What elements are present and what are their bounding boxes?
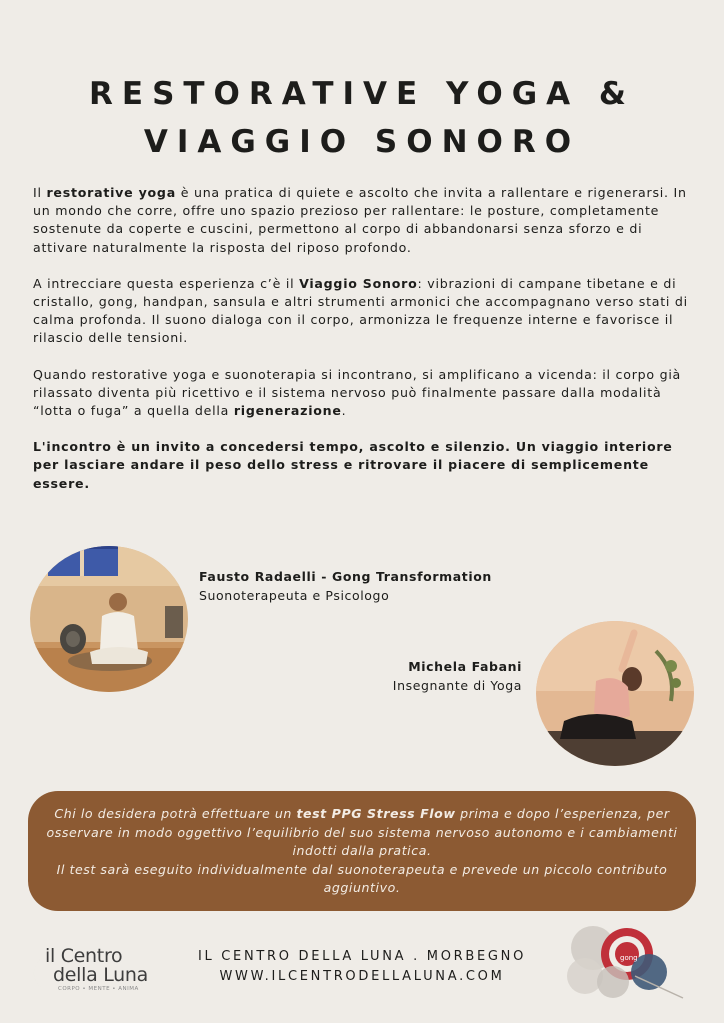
presenter-michela (393, 657, 522, 695)
paragraph-2: A intrecciare questa esperienza c’è il Viaggio Sonoro: vibrazioni di campane tibetane e di cristallo, gong, handpan, sansula e altri strumenti armonici che accompagnano verso stati di calma profonda. Il suono dialoga con il corpo, armonizza le frequenze interne e favorisce il rilascio delle tensioni. (33, 275, 688, 346)
title-line-2: VIAGGIO SONORO (143, 124, 581, 160)
banner-text: Chi lo desidera potrà effettuare un test PPG Stress Flow prima e dopo l’esperienza, per osservare in modo oggettivo l’equilibrio del suo sistema nervoso autonomo e i cambiamenti indotti dalla pratica. (46, 806, 678, 859)
highlight-restorative-yoga: restorative yoga (46, 185, 176, 200)
presenter-role: Insegnante di Yoga (392, 678, 522, 693)
banner-note: Il test sarà eseguito individualmente dal suonoterapeuta e prevede un piccolo contributo aggiuntivo. (56, 861, 668, 896)
highlight-viaggio-sonoro: Viaggio Sonoro (299, 275, 418, 291)
intro-text (33, 184, 693, 511)
highlight-rigenerazione: rigenerazione (233, 403, 342, 419)
photo-michela (536, 621, 694, 766)
page-title (0, 70, 724, 166)
logo-right-text: gong (620, 954, 638, 962)
presenter-name: Fausto Radaelli - Gong Transformation (199, 569, 492, 584)
logo-line-2: della Luna (53, 964, 148, 986)
centro-della-luna-logo (26, 943, 148, 995)
footer-website: WWW.ILCENTRODELLALUNA.COM (219, 969, 505, 984)
title-line-1: RESTORATIVE YOGA & (89, 76, 635, 112)
logo-line-1: il Centro (45, 945, 123, 967)
presenter-name: Michela Fabani (408, 659, 522, 674)
footer-location: IL CENTRO DELLA LUNA . MORBEGNO (197, 949, 527, 964)
presenter-role: Suonoterapeuta e Psicologo (199, 588, 390, 603)
photo-fausto (30, 546, 188, 692)
logo-tagline: CORPO • MENTE • ANIMA (58, 986, 139, 992)
paragraph-1: Il restorative yoga è una pratica di quiete e ascolto che invita a rallentare e rigenerarsi. In un mondo che corre, offre uno spazio prezioso per rallentare: le posture, completamente sostenute da coperte e cuscini, permettono al corpo di abbandonarsi senza sforzo e di attivare naturalmente la risposta del riposo profondo. (33, 185, 687, 255)
highlight-test-ppg: test PPG Stress Flow (296, 806, 456, 821)
gong-transformation-logo (565, 920, 695, 1010)
footer (160, 947, 564, 987)
paragraph-4: L'incontro è un invito a concedersi tempo, ascolto e silenzio. Un viaggio interiore per lasciare andare il peso dello stress e ritrovare il piacere di semplicemente essere. (33, 439, 673, 491)
paragraph-3: Quando restorative yoga e suonoterapia si incontrano, si amplificano a vicenda: il corpo già rilassato diventa più ricettivo e il sistema nervoso può finalmente passare dalla modalità “lotta o fuga” a quella della rigenerazione. (33, 366, 682, 419)
ppg-test-banner (28, 791, 696, 911)
presenter-fausto (199, 567, 492, 605)
